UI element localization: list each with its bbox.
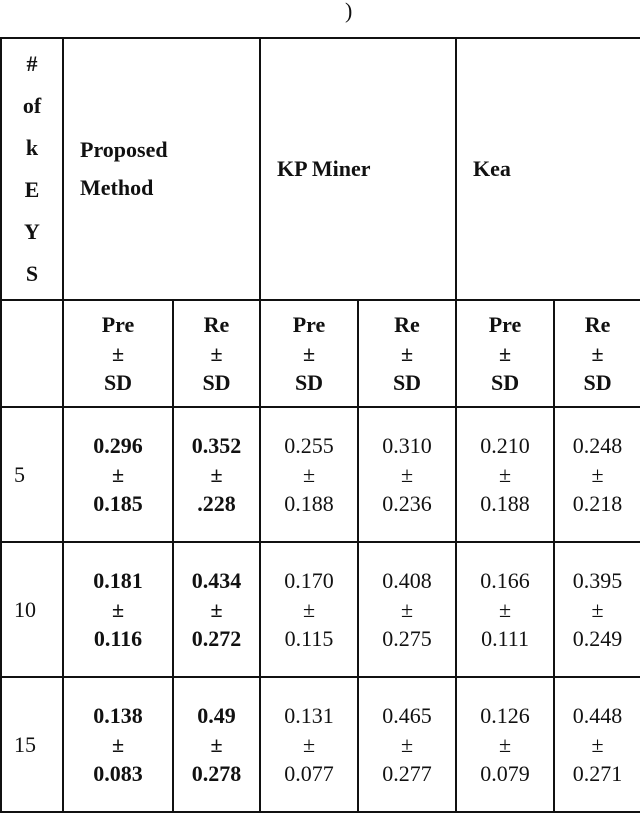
subheader-text: ± — [591, 341, 604, 366]
header-row — [1, 38, 640, 300]
keys-letter: of — [22, 93, 42, 118]
keys-letter: # — [26, 51, 38, 76]
subheader-cell — [554, 300, 640, 407]
subheader-text: Pre — [292, 312, 326, 337]
value-text: 0.272 — [191, 626, 242, 651]
value-text: ± — [302, 597, 316, 622]
value-text: 0.111 — [481, 626, 529, 651]
value-text: 0.188 — [284, 491, 334, 516]
value-text: 0.131 — [284, 703, 334, 728]
value-text: 0.083 — [93, 761, 143, 786]
k-value-cell: 5 — [1, 407, 63, 542]
value-text: 0.210 — [480, 433, 530, 458]
value-text: 0.188 — [480, 491, 530, 516]
subheader-cell — [63, 300, 173, 407]
value-cell — [358, 677, 456, 812]
value-text: ± — [210, 732, 223, 757]
value-text: ± — [498, 462, 512, 487]
keys-letter: k — [25, 135, 39, 160]
subheader-text: ± — [111, 341, 125, 366]
value-cell — [456, 677, 554, 812]
value-text: 0.248 — [572, 433, 623, 458]
value-cell — [358, 542, 456, 677]
value-cell — [63, 407, 173, 542]
value-text: ± — [400, 462, 414, 487]
value-text: ± — [302, 732, 316, 757]
value-text: 0.49 — [197, 703, 236, 728]
k-value-cell: 15 — [1, 677, 63, 812]
value-cell — [260, 677, 358, 812]
subheader-cell — [260, 300, 358, 407]
value-text: ± — [498, 732, 512, 757]
subheader-text: Re — [584, 312, 611, 337]
value-text: 0.408 — [382, 568, 432, 593]
value-text: 0.395 — [572, 568, 623, 593]
value-cell — [456, 407, 554, 542]
subheader-text: Pre — [101, 312, 135, 337]
value-cell — [358, 407, 456, 542]
value-text: 0.277 — [382, 761, 432, 786]
table-row — [1, 407, 640, 542]
value-text: 0.249 — [572, 626, 623, 651]
value-text: 0.296 — [93, 433, 143, 458]
subheader-text: SD — [103, 370, 133, 395]
value-text: 0.434 — [191, 568, 242, 593]
group-header-kea: Kea — [456, 38, 640, 300]
subheader-row — [1, 300, 640, 407]
results-table — [0, 37, 640, 813]
keys-header-cell — [1, 38, 63, 300]
subheader-text: ± — [498, 341, 512, 366]
value-text: 0.077 — [284, 761, 334, 786]
value-text: ± — [400, 597, 414, 622]
subheader-text: SD — [490, 370, 520, 395]
value-cell — [260, 407, 358, 542]
subheader-text: SD — [294, 370, 324, 395]
value-text: ± — [591, 732, 604, 757]
k-value-cell: 10 — [1, 542, 63, 677]
value-text: 0.218 — [572, 491, 623, 516]
keys-letter: E — [24, 177, 40, 202]
value-text: ± — [302, 462, 316, 487]
value-text: 0.255 — [284, 433, 334, 458]
subheader-text: ± — [400, 341, 414, 366]
value-text: ± — [210, 462, 223, 487]
value-text: 0.310 — [382, 433, 432, 458]
value-text: 0.236 — [382, 491, 432, 516]
value-text: ± — [400, 732, 414, 757]
value-text: 0.181 — [93, 568, 143, 593]
value-text: 0.079 — [480, 761, 530, 786]
value-cell — [173, 407, 260, 542]
value-cell — [456, 542, 554, 677]
value-cell — [554, 542, 640, 677]
value-text: ± — [591, 462, 604, 487]
subheader-text: SD — [583, 370, 612, 395]
table-row — [1, 677, 640, 812]
subheader-cell — [456, 300, 554, 407]
value-cell — [554, 407, 640, 542]
value-text: 0.448 — [572, 703, 623, 728]
value-text: ± — [498, 597, 512, 622]
value-text: 0.352 — [191, 433, 242, 458]
value-text: 0.116 — [93, 626, 143, 651]
value-text: ± — [591, 597, 604, 622]
value-cell — [260, 542, 358, 677]
table-row — [1, 542, 640, 677]
value-cell — [63, 542, 173, 677]
subheader-text: ± — [302, 341, 316, 366]
keys-letter: Y — [24, 219, 40, 244]
value-text: 0.275 — [382, 626, 432, 651]
value-text: 0.170 — [284, 568, 334, 593]
value-text: 0.185 — [93, 491, 143, 516]
subheader-text: ± — [210, 341, 223, 366]
value-text: 0.138 — [93, 703, 143, 728]
value-cell — [554, 677, 640, 812]
value-text: 0.126 — [480, 703, 530, 728]
value-text: ± — [111, 732, 125, 757]
value-text: 0.465 — [382, 703, 432, 728]
value-cell — [173, 542, 260, 677]
group-label: Proposed Method — [80, 137, 168, 200]
value-text: .228 — [197, 491, 236, 516]
subheader-text: Re — [394, 312, 420, 337]
value-text: 0.115 — [284, 626, 334, 651]
value-cell — [173, 677, 260, 812]
value-text: ± — [210, 597, 223, 622]
value-text: 0.271 — [572, 761, 623, 786]
subheader-cell — [173, 300, 260, 407]
value-text: 0.166 — [480, 568, 530, 593]
empty-subheader-cell — [1, 300, 63, 407]
subheader-cell — [358, 300, 456, 407]
subheader-text: SD — [202, 370, 231, 395]
value-text: ± — [111, 462, 125, 487]
caption-fragment: ) — [345, 0, 353, 23]
subheader-text: Pre — [488, 312, 522, 337]
value-text: ± — [111, 597, 125, 622]
value-cell — [63, 677, 173, 812]
value-text: 0.278 — [191, 761, 242, 786]
group-header-kp-miner: KP Miner — [260, 38, 456, 300]
group-header-proposed-method — [63, 38, 260, 300]
keys-letter: S — [25, 261, 39, 286]
subheader-text: SD — [392, 370, 422, 395]
subheader-text: Re — [203, 312, 230, 337]
